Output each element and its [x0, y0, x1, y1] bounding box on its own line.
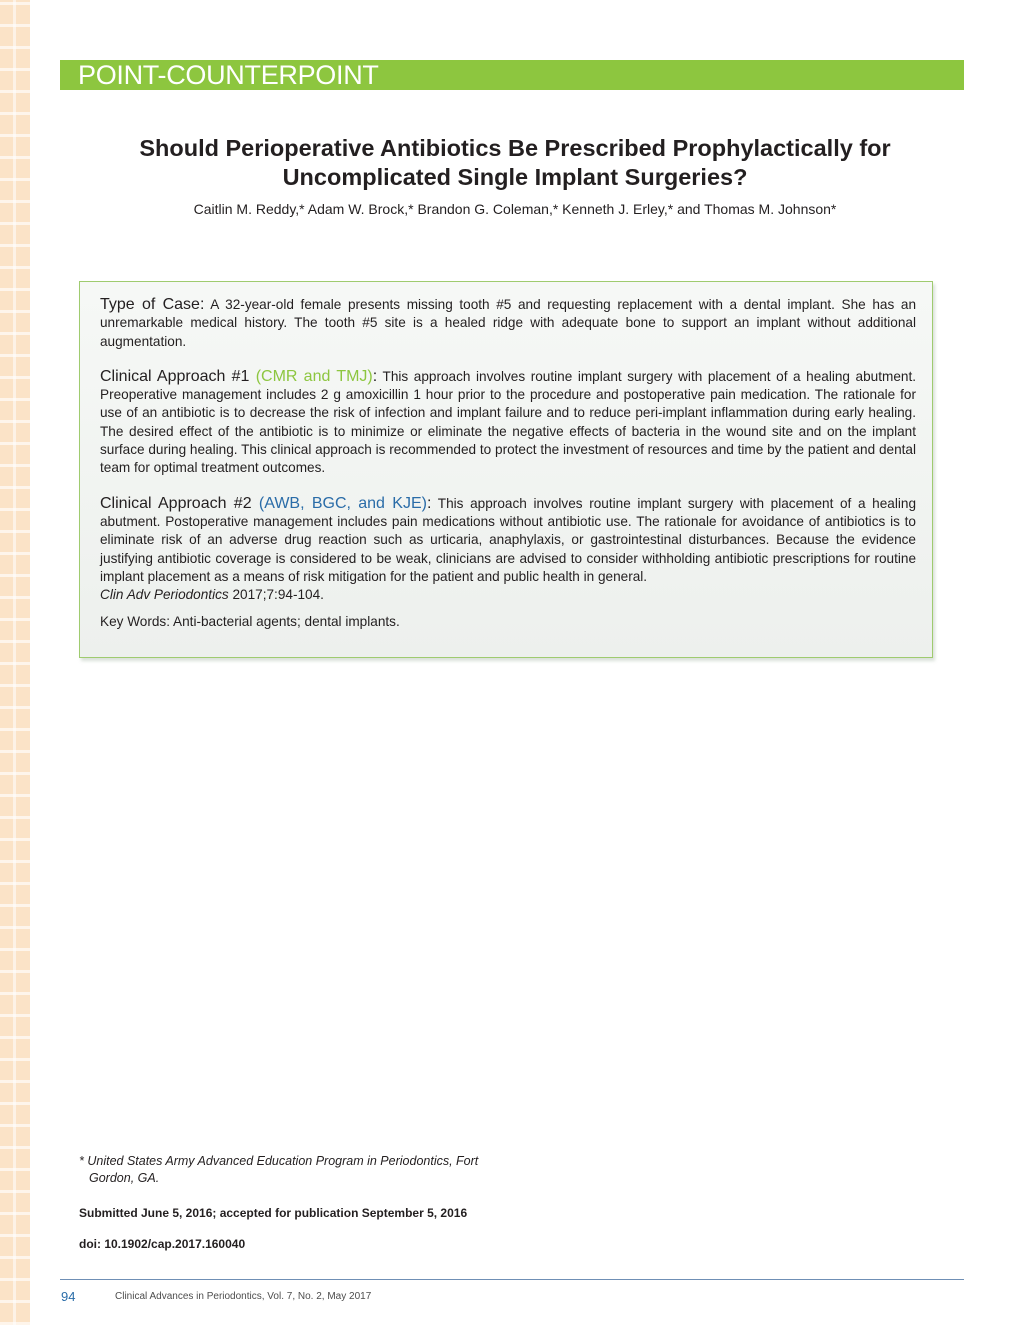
article-title-line-1: Should Perioperative Antibiotics Be Prescribed Prophylactically for: [139, 135, 891, 161]
doi-line: doi: 10.1902/cap.2017.160040: [79, 1237, 246, 1251]
decorative-side-stripe: [0, 0, 30, 1325]
clinical-approach-2-authors: (AWB, BGC, and KJE): [258, 494, 427, 512]
journal-info: Clinical Advances in Periodontics, Vol. 7, No. 2, May 2017: [115, 1291, 372, 1302]
citation-journal: Clin Adv Periodontics: [100, 587, 229, 603]
submission-dates: Submitted June 5, 2016; accepted for publication September 5, 2016: [79, 1206, 468, 1220]
type-of-case-paragraph: [100, 296, 916, 351]
article-title-line-2: Uncomplicated Single Implant Surgeries?: [282, 164, 748, 190]
article-title: [90, 134, 940, 192]
clinical-approach-1-paragraph: [100, 368, 916, 478]
keywords-text: : Anti-bacterial agents; dental implants.: [166, 614, 400, 630]
page-number: 94: [61, 1289, 76, 1304]
clinical-approach-2-paragraph: [100, 495, 916, 605]
clinical-approach-1-text: This approach involves routine implant surgery with placement of a healing abutment. Preoperative management includes 2 g amoxicillin 1 hour prior to the procedure and postoperative pain medication. The rationale for use of an antibiotic is to decrease the risk of infection and implant failure and to reduce peri-implant inflammation during early healing. The desired effect of the antibiotic is to minimize or eliminate the negative effects of bacteria in the wound site and on the implant surface during healing. This clinical approach is recommended to protect the investment of resources and time by the patient and dental team for optimal treatment outcomes.: [100, 368, 917, 476]
clinical-approach-1-authors: (CMR and TMJ): [255, 367, 373, 385]
footer-divider: [60, 1279, 964, 1280]
keywords-line: [100, 613, 916, 631]
affiliation-footnote: * United States Army Advanced Education Program in Periodontics, Fort Gordon, GA.: [79, 1154, 479, 1185]
clinical-approach-1-label: Clinical Approach #1: [100, 367, 256, 385]
keywords-label: Key Words: [100, 614, 167, 630]
citation-details: 2017;7:94-104.: [228, 587, 324, 603]
case-summary-box: [79, 281, 933, 658]
clinical-approach-2-colon: :: [426, 494, 432, 512]
type-of-case-label: Type of Case:: [100, 296, 205, 313]
clinical-approach-2-text: This approach involves routine implant surgery with placement of a healing abutment. Postoperative management includes pain medications without antibiotic use. The rationale for avoidance of antibiotics is to eliminate risk of an adverse drug reaction such as urticaria, anaphylaxis, or gastrointestinal disturbances. Because the evidence justifying antibiotic coverage is considered to be weak, clinicians are advised to consider withholding antibiotic prescriptions for routine implant placement as a means of risk mitigation for the patient and public health in general.: [100, 495, 917, 584]
type-of-case-text: A 32-year-old female presents missing tooth #5 and requesting replacement with a dental implant. She has an unremarkable medical history. The tooth #5 site is a healed ridge with adequate bone to support an implant without additional augmentation.: [100, 297, 917, 349]
clinical-approach-2-label: Clinical Approach #2: [100, 494, 259, 512]
clinical-approach-1-colon: :: [372, 367, 378, 385]
author-list: Caitlin M. Reddy,* Adam W. Brock,* Brandon G. Coleman,* Kenneth J. Erley,* and Thomas M. Johnson*: [193, 201, 837, 217]
section-banner: POINT-COUNTERPOINT: [60, 60, 964, 90]
